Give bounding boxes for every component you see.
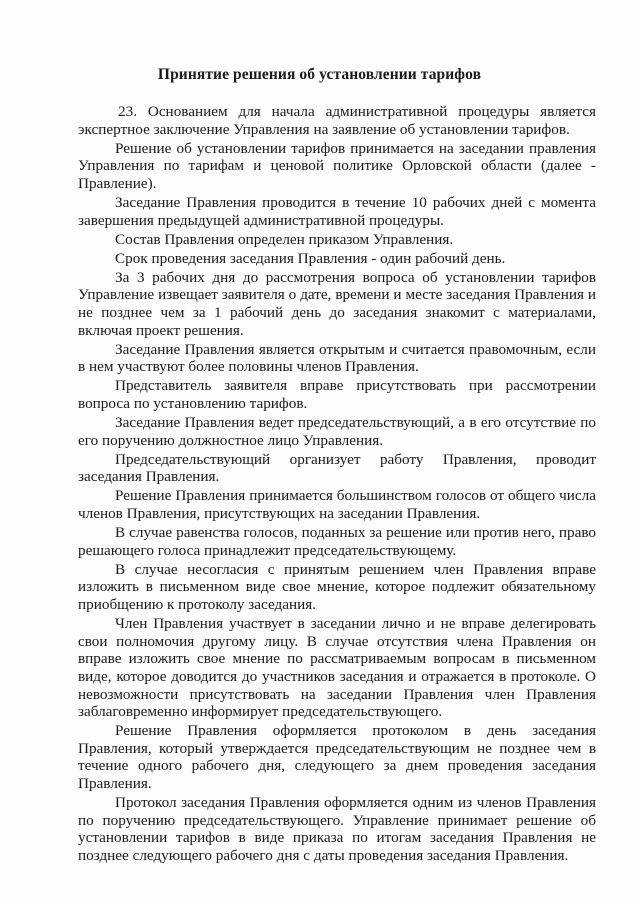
paragraph: Решение Правления принимается большинством голосов от общего числа членов Правления, присутствующих на заседании Правления.: [78, 487, 596, 523]
paragraph: За 3 рабочих дня до рассмотрения вопроса об установлении тарифов Управление извещает заявителя о дате, времени и месте заседания Правления и не позднее чем за 1 рабочий день до заседания знакомит с материалами, включая проект решения.: [78, 268, 596, 339]
paragraph: Заседание Правления ведет председательствующий, а в его отсутствие по его поручению должностное лицо Управления.: [78, 414, 596, 449]
paragraph: Заседание Правления является открытым и считается правомочным, если в нем участвуют более половины членов Правления.: [78, 340, 596, 376]
paragraph: В случае несогласия с принятым решением член Правления вправе изложить в письменном виде свое мнение, которое подлежит обязательному приобщению к протоколу заседания.: [78, 560, 596, 614]
paragraph: Председательствующий организует работу Правления, проводит заседания Правления.: [78, 450, 596, 486]
paragraph: 23. Основанием для начала административной процедуры является экспертное заключение Управления на заявление об установлении тарифов.: [78, 103, 596, 138]
paragraph: Протокол заседания Правления оформляется одним из членов Правления по поручению председательствующего. Управление принимает решение об установлении тарифов в виде приказа по итогам заседания Правления не позднее следующего рабочего дня с даты проведения заседания Правления.: [78, 794, 596, 864]
paragraph: Заседание Правления проводится в течение 10 рабочих дней с момента завершения предыдущей административной процедуры.: [78, 193, 596, 229]
paragraph: Решение Правления оформляется протоколом в день заседания Правления, который утверждается председательствующим не позднее чем в течение одного рабочего дня, следующего за днем проведения заседания Правления.: [78, 722, 596, 792]
paragraph: В случае равенства голосов, поданных за решение или против него, право решающего голоса принадлежит председательствующему.: [78, 524, 596, 559]
section-title: Принятие решения об установлении тарифов: [157, 66, 482, 83]
paragraph: Решение об установлении тарифов принимается на заседании правления Управления по тарифам и ценовой политике Орловской области (далее - Правление).: [78, 139, 596, 192]
paragraph: Срок проведения заседания Правления - один рабочий день.: [115, 249, 506, 267]
paragraph: Член Правления участвует в заседании лично и не вправе делегировать свои полномочия другому лицу. В случае отсутствия члена Правления он вправе изложить свое мнение по рассматриваемым вопросам в письменном виде, которое доводится до участников заседания и отражается в протоколе. О невозможности присутствовать на заседании Правления член Правления заблаговременно информирует председательствующего.: [78, 615, 596, 721]
document-body: [78, 103, 596, 866]
paragraph: Представитель заявителя вправе присутствовать при рассмотрении вопроса по установлению тарифов.: [78, 377, 596, 412]
paragraph: Состав Правления определен приказом Управления.: [115, 230, 454, 248]
